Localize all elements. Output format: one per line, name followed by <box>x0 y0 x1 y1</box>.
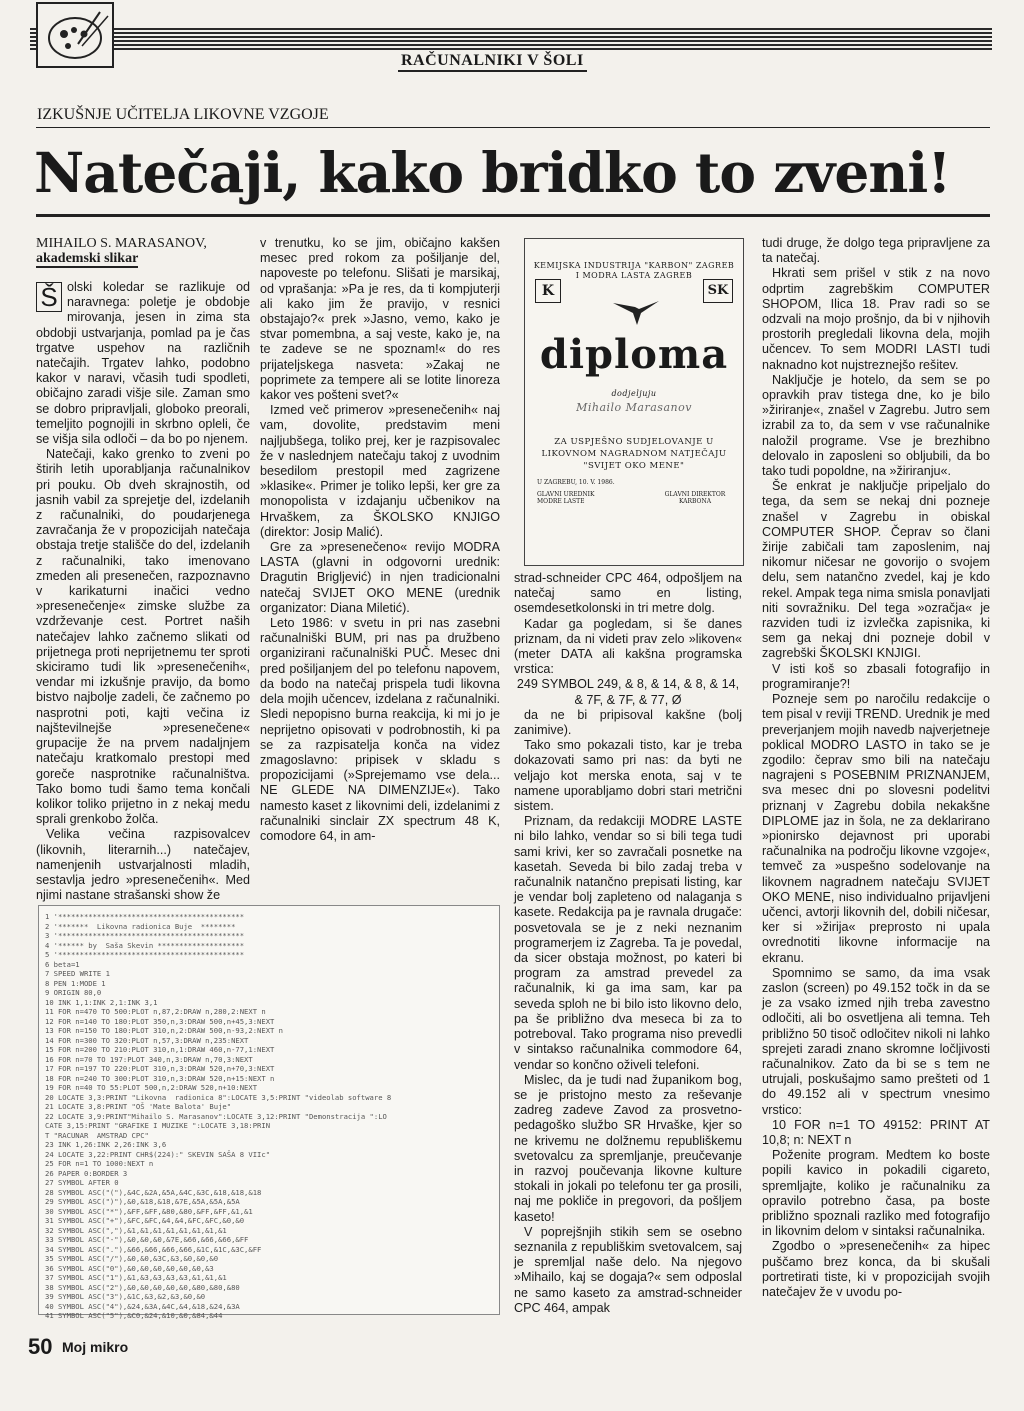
paragraph: Pozneje sem po naročilu redakcije o tem pisal v reviji TREND. Urednik je med preverjanjem mojih navedb najverjetneje poklical MODRO LASTO in tako se je zgodilo: čeprav smo bili na natečaju nagrajeni s POSEBNIM PRIZNANJEM, sva mesec dni po slovesni podelitvi priznanj v Zagrebu dobila nekakšne DIPLOME jaz in šola, ne za deklarirano »pionirsko dejavnost pri uporabi računalnika na področju likovne vzgoje«, temveč za »uspešno sodelovanje na likovnem nagradnem natečaju SVIJET OKO MENE, niso individualno prijavljeni učenci, avtorji likovnih del, dobili ničesar, ker si »žirija« preprosto ni upala ovrednotiti likovne informacije na ekranu. <box>762 692 990 965</box>
diploma-org-line: KEMIJSKA INDUSTRIJA "KARBON" ZAGREB <box>533 261 735 270</box>
listing-line: 33 SYMBOL ASC("-"),&0,&0,&0,&7E,&66,&66,&66,&FF <box>45 1235 249 1244</box>
paragraph: V poprejšnjih stikih sem se osebno seznanila z republiškim svetovalcem, saj je spremljal naše delo. Na njegovo »Mihailo, kaj se dogaja?« sem odposlal ne samo kaseto za amstrad-schneider CPC 464, ampak <box>514 1224 742 1315</box>
diploma-place-date: U ZAGREBU, 10. V. 1986. <box>537 479 615 486</box>
diploma-signature-right: GLAVNI DIREKTOR KARBONA <box>664 491 726 505</box>
listing-line: 24 LOCATE 3,22:PRINT CHR$(224):" SKEVIN SAŠA 8 VIIc" <box>45 1149 271 1159</box>
listing-line: 34 SYMBOL ASC("."),&66,&66,&66,&66,&1C,&1C,&3C,&FF <box>45 1244 262 1254</box>
listing-line: 30 SYMBOL ASC("*"),&FF,&FF,&80,&80,&FF,&FF,&1,&1 <box>45 1206 253 1216</box>
listing-line: 17 FOR n=197 TO 220:PLOT 310,n,3:DRAW 520,n+70,3:NEXT <box>45 1064 275 1073</box>
column-3 <box>514 571 742 1316</box>
listing-line: 40 SYMBOL ASC("4"),&24,&3A,&4C,&4,&18,&24,&3A <box>45 1301 240 1311</box>
listing-line: 15 FOR n=200 TO 210:PLOT 310,n,1:DRAW 460,n-77,1:NEXT <box>45 1045 275 1054</box>
paragraph: strad-schneider CPC 464, odpošljem na natečaj samo en listing, osemdesetkolonski in tri metre dolg. <box>514 571 742 616</box>
paragraph: Kadar ga pogledam, si še danes priznam, da ni videti prav zelo »likoven« (meter DATA ali kakšna programska vrstica: <box>514 616 742 677</box>
author-name: MIHAILO S. MARASANOV, <box>36 236 207 251</box>
listing-line: 36 SYMBOL ASC("0"),&0,&0,&0,&0,&0,&0,&3 <box>45 1263 214 1273</box>
paragraph: olski koledar se razlikuje od naravnega: poletje je obdobje mirovanja, jesen in zima sta obdobji ustvarjanja, pomlad pa je čas trgatve uspehov na različnih natečajih. Trgatev lahko, podobno kakor v naravi, včasih tudi spodleti, običajno zaradi višje sile. Zaman smo se dobro pripravljali, globoko preorali, temeljito pognojili in skrbno opleli, če se višja sila odloči – da bo po njenem. <box>36 280 250 447</box>
diploma-reason-line: "SVIJET OKO MENE" <box>583 461 685 471</box>
listing-line: 13 FOR n=150 TO 180:PLOT 310,n,2:DRAW 500,n-93,2:NEXT n <box>45 1026 283 1035</box>
listing-line: 32 SYMBOL ASC(","),&1,&1,&1,&1,&1,&1,&1,&1 <box>45 1225 227 1235</box>
listing-line: 23 INK 1,26:INK 2,26:INK 3,6 <box>45 1140 167 1149</box>
sk-logo-icon: SK <box>703 279 733 303</box>
palette-logo-icon <box>36 2 114 68</box>
listing-line: 41 SYMBOL ASC("5"),&C0,&24,&10,&0,&84,&44 <box>45 1311 223 1320</box>
kicker-rule <box>36 127 990 128</box>
column-4 <box>762 236 990 1300</box>
diploma-image <box>524 238 744 566</box>
paragraph: Priznam, da redakciji MODRE LASTE ni bilo lahko, vendar so si bili tega tudi sami krivi, ker so zavračali posnetke na kasetah. Seveda bi bilo zadaj treba v računalnik natančno prepisati listing, kar je vendar bolj zapleteno od nalaganja s kasete. Redakcija pa je ravnala drugače: posvetovala se je z neki neznanim programerjem iz Zagreba. Ta je povedal, da sicer obstaja možnost, po kateri bi program za amstrad prevedel za računalnik, ki ga ima sam, kar pa seveda sploh ne bi bilo isto likovno delo, pa še približno dva meseca bi za to potreboval. Tako programa niso prevedli v sintakso računalnika commodore 64, vendar so končno oživeli telefoni. <box>514 814 742 1072</box>
listing-line: 14 FOR n=300 TO 320:PLOT n,57,3:DRAW n,235:NEXT <box>45 1035 249 1045</box>
section-tag: RAČUNALNIKI V ŠOLI <box>398 52 587 72</box>
paragraph: v trenutku, ko se jim, običajno kakšen mesec pred rokom za pošiljanje del, napoveste po telefonu. Slišati je marsikaj, od vprašanja: »Pa je res, da ti kompjuterji ali kako jim že pravijo, v resnici obstajajo?« prek »Jasno, vemo, kako je stvar pomembna, a saj veste, kako je, na te zadeve se ne spoznam!« do res prijateljskega nasveta: »Zakaj ne poprimete za tempere ali se lotite linoreza kakor ves pošteni svet?« <box>260 236 500 403</box>
listing-line: 9 ORIGIN 80,0 <box>45 988 102 997</box>
listing-line: 10 INK 1,1:INK 2,1:INK 3,1 <box>45 997 158 1007</box>
kicker: IZKUŠNJE UČITELJA LIKOVNE VZGOJE <box>37 106 329 123</box>
diploma-signature-left: GLAVNI UREDNIK MODRE LASTE <box>537 491 595 505</box>
paragraph: Gre za »presenečeno« revijo MODRA LASTA (glavni in odgovorni urednik: Dragutin Brigljević) in njen tradicionalni natečaj SVIJET OKO MENE (urednik organizator: Diana Miletić). <box>260 540 500 615</box>
listing-line: 29 SYMBOL ASC(")"),&0,&18,&18,&7E,&5A,&5A,&5A <box>45 1197 240 1206</box>
listing-line: 37 SYMBOL ASC("1"),&1,&3,&3,&3,&3,&1,&1,&1 <box>45 1273 227 1282</box>
headline-rule <box>36 214 990 217</box>
paragraph: Poženite program. Medtem ko boste popili kavico in pokadili cigareto, spremljajte, koliko je računalniku za opravilo potrebno časa, pa boste približno spoznali razliko med fotografijo in likovnim delom v sintaksi računalnika. <box>762 1148 990 1239</box>
listing-line: 16 FOR n=70 TO 197:PLOT 340,n,3:DRAW n,70,3:NEXT <box>45 1054 253 1064</box>
listing-line: 11 FOR n=470 TO 500:PLOT n,87,2:DRAW n,280,2:NEXT n <box>45 1007 266 1016</box>
karbon-logo-icon: K <box>535 279 561 303</box>
page-number: 50 <box>28 1334 53 1359</box>
diploma-awarded-by: dodjeljuju <box>611 389 657 398</box>
paragraph: Natečaji, kako grenko to zveni po štirih letih uporabljanja računalnikov pri pouku. Ob dveh skrajnostih, od jasnih vabil za sprejetje del, izdelanih z računalniki, do poudarjenega zavračanja že v propozicijah natečaja obstaja tretje stališče do del, izdelanih z računalniki, tako imenovano zmeden ali presenečen, razpoznavno v karikaturni inačici vedno »presenečenje« zimske službe za vzdrževanje cest. Portret naših natečajev lahko začnemo slikati od prijetnega proti neprijetnemu ter sproti skiciramo tudi lik »presenečenih«, vendar mi izkušnje pravijo, da bomo bistvo najbolje zadeli, če začnemo po nasprotni poti, kajti večina iz najštevilnejše »presenečene« grupacije že na prvem nadaljnjem natečaju kratkomalo prestopi med goreče nasprotnike računalništva. Tako bomo tudi šamo tema končali kolikor toliko prijetno in z nekaj medu sprali grenkobo žolča. <box>36 447 250 827</box>
listing-line: 21 LOCATE 3,8:PRINT "OŠ 'Mate Balota' Buje" <box>45 1102 232 1111</box>
listing-line: 7 SPEED WRITE 1 <box>45 969 110 978</box>
publication-name: Moj mikro <box>62 1339 129 1355</box>
diploma-org-line: I MODRA LASTA ZAGREB <box>575 271 693 280</box>
listing-line: 28 SYMBOL ASC("("),&4C,&2A,&5A,&4C,&3C,&18,&18,&18 <box>45 1187 262 1197</box>
listing-line: 2 '******* Likovna radionica Buje ******** <box>45 921 236 931</box>
paragraph: Velika večina razpisovalcev (likovnih, literarnih...) natečajev, namenjenih ustvarjalnosti mladih, sestavlja jedro »presenečenih«. Med njimi nastane strašanski show že <box>36 827 250 903</box>
paragraph: tudi druge, že dolgo tega pripravljene za ta natečaj. <box>762 236 990 266</box>
diploma-reason-line: LIKOVNOM NAGRADNOM NATJEČAJU <box>541 449 727 459</box>
paragraph: Tako smo pokazali tisto, kar je treba dokazovati samo pri nas: da byti ne veljajo kot merska enota, saj v te namene uporabljamo dobri stari metrični sistem. <box>514 738 742 814</box>
header-stripe-band <box>30 28 992 50</box>
listing-line: 25 FOR n=1 TO 1000:NEXT n <box>45 1159 154 1168</box>
code-line: 10 FOR n=1 TO 49152: PRINT AT 10,8; n: NEXT n <box>762 1117 990 1147</box>
listing-line: 5 '******************************************* <box>45 950 245 959</box>
paragraph: Naključje je hotelo, da sem se po opravkih prav tistega dne, ko je bilo »žiriranje«, znašel v Zagrebu. Jutro sem izrabil za to, da sem v vse računalnike naložil programe. Vse je brezhibno delovalo in zaposleni so obljubili, da bo tako tudi popoldne, na »žiriranju«. <box>762 372 990 479</box>
drop-cap: Š <box>36 282 62 312</box>
listing-line: 39 SYMBOL ASC("3"),&1C,&3,&2,&3,&0,&0 <box>45 1292 206 1301</box>
listing-line: T "RACUNAR AMSTRAD CPC" <box>45 1130 149 1140</box>
listing-line: 19 FOR n=40 TO 55:PLOT 500,n,2:DRAW 520,n+10:NEXT <box>45 1083 258 1092</box>
paragraph: da ne bi pripisoval kakšne (bolj zanimive). <box>514 707 742 738</box>
swallow-icon <box>611 297 661 327</box>
listing-line: 26 PAPER 0:BORDER 3 <box>45 1168 128 1178</box>
listing-line: 8 PEN 1:MODE 1 <box>45 978 106 988</box>
listing-line: 35 SYMBOL ASC("/"),&0,&0,&3C,&3,&0,&0,&0 <box>45 1254 219 1263</box>
paragraph: Hkrati sem prišel v stik z na novo odprtim zagrebškim COMPUTER SHOPOM, Ilica 18. Prav radi so se odzvali na mojo prošnjo, da bi v njihovih prostorih pregledali likovna dela, mojih učencev. To sem MODRI LASTI tudi naknadno kot nujstreznejšo rešitev. <box>762 266 990 372</box>
listing-line: 27 SYMBOL AFTER 0 <box>45 1178 119 1187</box>
listing-line: 3 '******************************************* <box>45 931 245 940</box>
paragraph: Zgodbo o »presenečenih« za hipec puščamo brez konca, da bi skušali portretirati tiste, ki v propozicijah svojih natečajev že v uvodu po- <box>762 1239 990 1300</box>
diploma-recipient: Mihailo Marasanov <box>576 401 692 414</box>
paragraph: Mislec, da je tudi nad županikom bog, se je pristojno mesto za reševanje zadreg zadeve Zavod za prosvetno-pedagoško službo SR Hrvaške, kjer so ne krivemu ne dolžnemu republiškemu svetovalcu za spremljanje, preučevanje in razvoj poučevanja likovne kulture stokali in jokali po telefonu ter ga prosili, naj me pokliče in pregovori, da pošljem kaseto! <box>514 1072 742 1224</box>
paragraph: V isti koš so zbasali fotografijo in programiranje?! <box>762 661 990 691</box>
listing-line: 22 LOCATE 3,9:PRINT"Mihailo S. Marasanov":LOCATE 3,12:PRINT "Demonstracija ":LO <box>45 1111 387 1121</box>
author-role: akademski slikar <box>36 251 139 266</box>
listing-line: 12 FOR n=140 TO 180:PLOT 350,n,3:DRAW 500,n+45,3:NEXT <box>45 1016 275 1026</box>
paragraph: Še enkrat je naključje pripeljalo do tega, da sem se nekaj dni pozneje znašel v Zagrebu in obiskal COMPUTER SHOP. Čeprav so člani žirije zabičali tam zaposlenim, naj nikomur ničesar ne govorijo o svojem delu, sem natančno zvedel, kaj je kdo rekel. Ampak tega nima smisla ponavljati niti sovražniku. Del tega »ozračja« je razviden tudi iz izvlečka zapisnika, ki sem ga nekaj dni pozneje dobil v zagrebški ŠKOLSKI KNJIGI. <box>762 479 990 661</box>
program-listing <box>38 905 500 1320</box>
column-1 <box>36 236 250 903</box>
column-2 <box>260 236 500 844</box>
listing-line: 31 SYMBOL ASC("+"),&FC,&FC,&4,&4,&FC,&FC,&0,&0 <box>45 1216 245 1225</box>
listing-line: CATE 3,15:PRINT "GRAFIKE I MUZIKE ":LOCATE 3,18:PRIN <box>45 1121 271 1130</box>
listing-line: 4 '****** by Saša Skevin ******************** <box>45 940 245 950</box>
headline: Natečaji, kako bridko to zveni! <box>34 140 951 205</box>
paragraph: Spomnimo se samo, da ima vsak zaslon (screen) po 49.152 točk in da se je za vsako izmed njih treba zavestno odločiti, ali bo osvetljena ali temna. Teh približno 50 tisoč odločitev nikoli ni lahko sprejeti zaradi znano skromne ločljivosti računalnikov. Zato da bi se s tem ne utrujali, poskušajmo samo prešteti od 1 do 49.152 ali v spectrum vnesimo vrstico: <box>762 965 990 1117</box>
listing-line: 20 LOCATE 3,3:PRINT "Likovna radionica 8":LOCATE 3,5:PRINT "videolab software 8 <box>45 1092 392 1102</box>
listing-line: 1 '******************************************* <box>45 912 245 921</box>
paragraph: Leto 1986: v svetu in pri nas zasebni računalniški BUM, pri nas pa družbeno organizirani računalniški PUČ. Mesec dni pred pošiljanjem del po telefonu napovem, da bodo na natečaj prispela tudi likovna dela mojih učencev, izdelana z računalniki. Sledi nepopisno burna reakcija, ki mi jo je neprijetno opisovati v podrobnostih, ki pa se za razpisatelja konča na videz zmagoslavno: pripisek v skladu s propozicijami (»Sprejemamo vse dela... NE GLEDE NA DIMENZIJE«). Tako namesto kaset z likovnimi deli, izdelanimi z računalniki sinclair ZX spectrum 48 K, comodore 64, in am- <box>260 616 500 843</box>
listing-line: 6 beta=1 <box>45 959 80 969</box>
author-byline <box>36 236 250 266</box>
listing-line: 18 FOR n=240 TO 300:PLOT 310,n,3:DRAW 520,n+15:NEXT n <box>45 1073 275 1083</box>
code-line: 249 SYMBOL 249, & 8, & 14, & 8, & 14, & 7F, & 7F, & 77, Ø <box>516 677 740 707</box>
listing-line: 38 SYMBOL ASC("2"),&0,&0,&0,&0,&0,&80,&80,&80 <box>45 1282 240 1292</box>
paragraph: Izmed več primerov »presenečenih« naj vam, dovolite, predstavim meni najljubšega, toliko prej, ker je razpisovalec že v naslednjem natečaju takoj z uvodnim besedilom prestopil med zagrizene »klasike«. Primer je toliko lepši, ker gre za monopolista v izdajanju učbenikov na Hrvaškem, za ŠKOLSKO KNJIGO (direktor: Josip Malić). <box>260 403 500 539</box>
diploma-reason-line: ZA USPJEŠNO SUDJELOVANJE U <box>554 437 714 447</box>
diploma-title: diploma <box>539 331 729 378</box>
